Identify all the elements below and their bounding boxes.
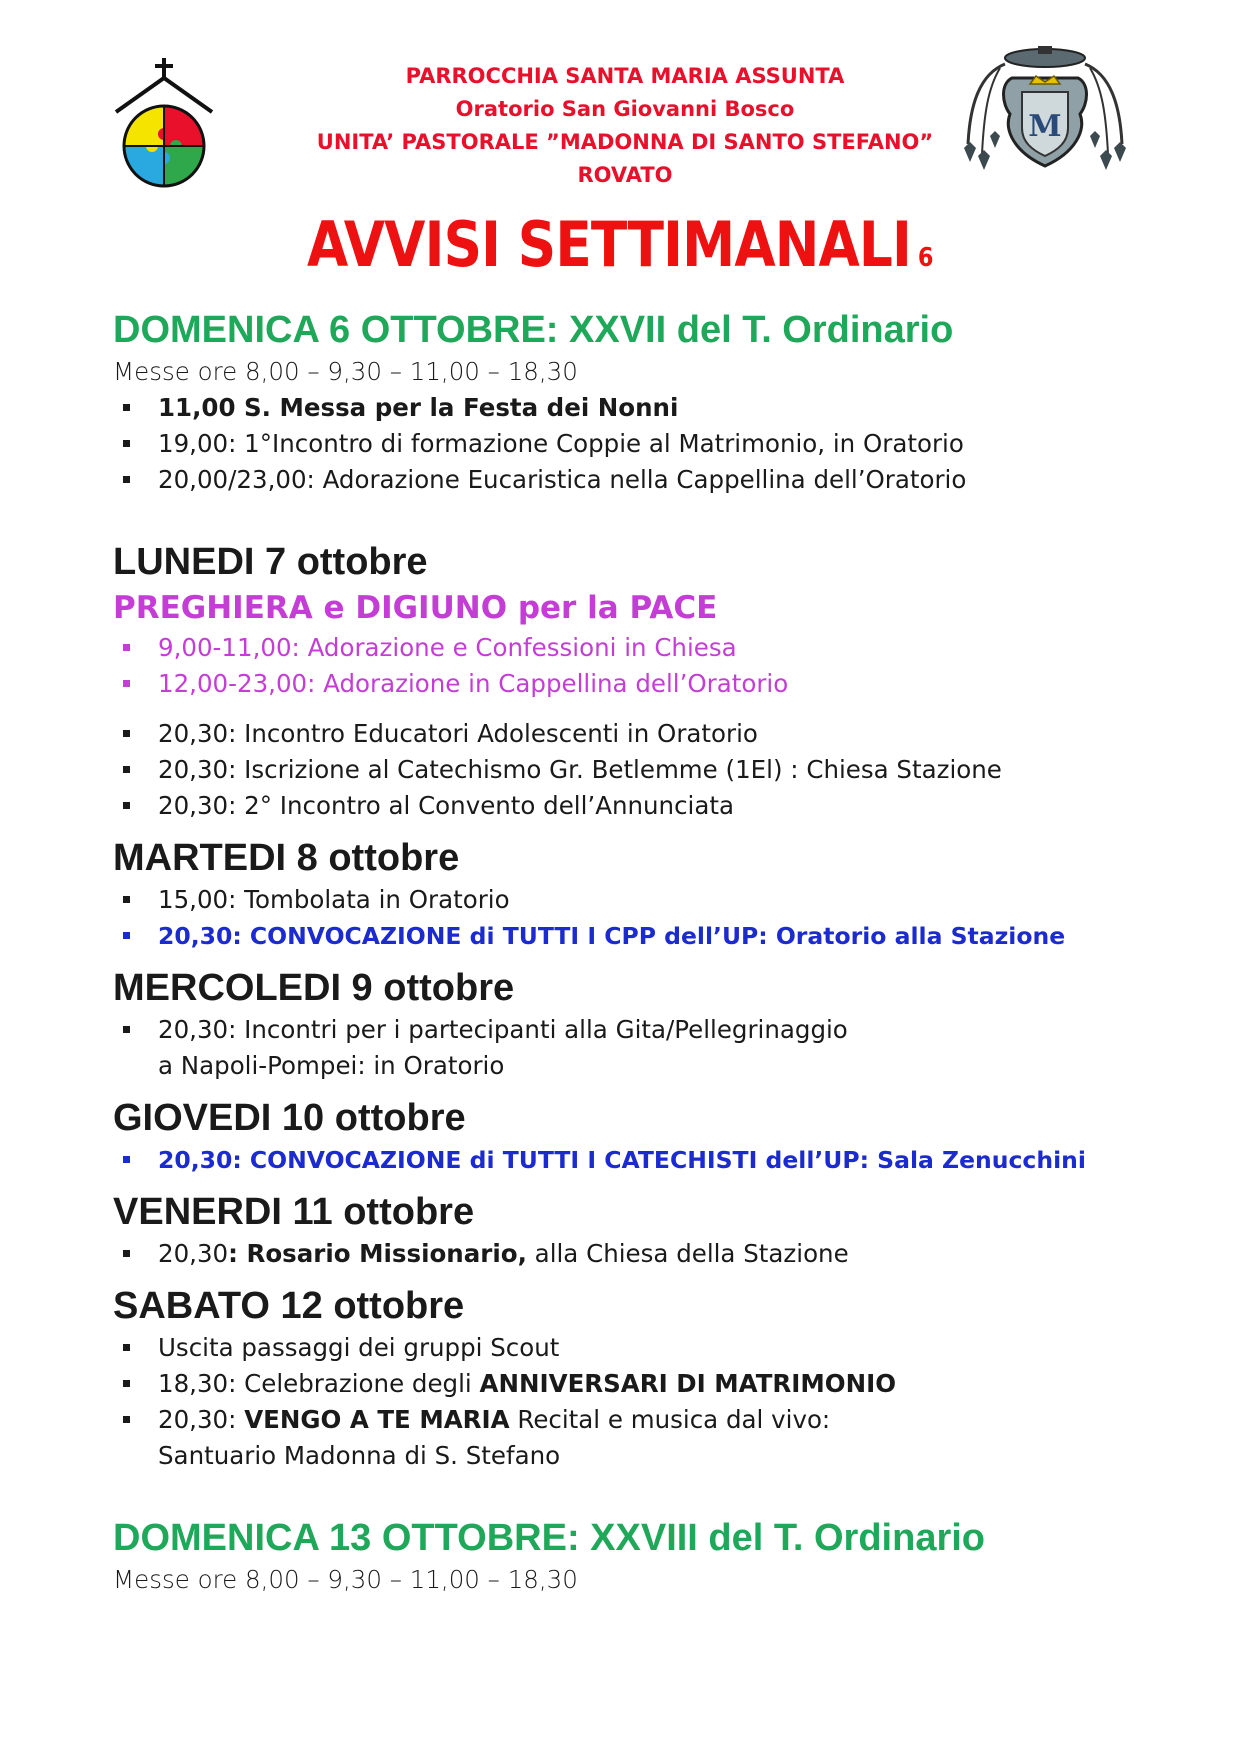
list-item: 12,00-23,00: Adorazione in Cappellina dell’Oratorio bbox=[113, 666, 1173, 702]
item-bold: VENGO A TE MARIA bbox=[244, 1405, 510, 1434]
notices-content bbox=[113, 306, 1173, 1598]
parish-name: PARROCCHIA SANTA MARIA ASSUNTA bbox=[405, 64, 845, 88]
oratorio-logo-icon bbox=[112, 56, 228, 192]
monday-7-list bbox=[113, 716, 1173, 824]
parish-header bbox=[220, 60, 1030, 192]
sunday-6-list bbox=[113, 390, 1173, 498]
svg-text:M: M bbox=[1028, 109, 1062, 144]
item-time: 20,30 bbox=[158, 1239, 229, 1268]
town-name: ROVATO bbox=[577, 163, 673, 187]
list-item-line: a Napoli-Pompei: in Oratorio bbox=[158, 1051, 505, 1080]
list-item bbox=[113, 1012, 1173, 1084]
day-heading-friday-11: VENERDI 11 ottobre bbox=[113, 1191, 475, 1233]
item-pre: 18,30: Celebrazione degli bbox=[158, 1369, 480, 1398]
day-heading-sunday-6: DOMENICA 6 OTTOBRE: XXVII del T. Ordinario bbox=[113, 309, 954, 351]
item-pre: 20,30: bbox=[158, 1405, 245, 1434]
prayer-list bbox=[113, 630, 1173, 702]
item-rest: Recital e musica dal vivo: bbox=[509, 1405, 831, 1434]
list-item: 20,30: 2° Incontro al Convento dell’Annunciata bbox=[113, 788, 1173, 824]
list-item: 9,00-11,00: Adorazione e Confessioni in Chiesa bbox=[113, 630, 1173, 666]
mass-times-sunday-6: Messe ore 8,00 – 9,30 – 11,00 – 18,30 bbox=[113, 357, 578, 386]
saturday-12-list bbox=[113, 1330, 1173, 1474]
list-item-line: Santuario Madonna di S. Stefano bbox=[158, 1441, 561, 1470]
thursday-10-list bbox=[113, 1142, 1173, 1178]
page-title bbox=[0, 208, 1241, 281]
list-item: 20,30: Incontro Educatori Adolescenti in Oratorio bbox=[113, 716, 1173, 752]
list-item bbox=[113, 1236, 1173, 1272]
oratorio-name: Oratorio San Giovanni Bosco bbox=[455, 97, 795, 121]
day-heading-sunday-13: DOMENICA 13 OTTOBRE: XXVIII del T. Ordinario bbox=[113, 1517, 986, 1559]
friday-11-list bbox=[113, 1236, 1173, 1272]
issue-number: 6 bbox=[918, 243, 934, 273]
list-item: 20,30: CONVOCAZIONE di TUTTI I CATECHISTI dell’UP: Sala Zenucchini bbox=[113, 1142, 1173, 1178]
day-heading-saturday-12: SABATO 12 ottobre bbox=[113, 1285, 465, 1327]
list-item-line: 20,30: Incontri per i partecipanti alla Gita/Pellegrinaggio bbox=[158, 1015, 848, 1044]
day-heading-thursday-10: GIOVEDI 10 ottobre bbox=[113, 1097, 466, 1139]
pastoral-unit-name: UNITA’ PASTORALE ”MADONNA DI SANTO STEFANO” bbox=[316, 130, 934, 154]
list-item: 11,00 S. Messa per la Festa dei Nonni bbox=[113, 390, 1173, 426]
list-item: 15,00: Tombolata in Oratorio bbox=[113, 882, 1173, 918]
list-item bbox=[113, 1366, 1173, 1402]
list-item: 19,00: 1°Incontro di formazione Coppie al Matrimonio, in Oratorio bbox=[113, 426, 1173, 462]
day-heading-wednesday-9: MERCOLEDI 9 ottobre bbox=[113, 967, 515, 1009]
list-item: Uscita passaggi dei gruppi Scout bbox=[113, 1330, 1173, 1366]
item-bold: ANNIVERSARI DI MATRIMONIO bbox=[479, 1369, 897, 1398]
day-heading-monday-7: LUNEDI 7 ottobre bbox=[113, 541, 428, 583]
list-item: 20,30: CONVOCAZIONE di TUTTI I CPP dell’UP: Oratorio alla Stazione bbox=[113, 918, 1173, 954]
tuesday-8-list bbox=[113, 882, 1173, 954]
item-rest: alla Chiesa della Stazione bbox=[526, 1239, 849, 1268]
title-text: AVVISI SETTIMANALI bbox=[307, 208, 912, 281]
mass-times-sunday-13: Messe ore 8,00 – 9,30 – 11,00 – 18,30 bbox=[113, 1565, 578, 1594]
wednesday-9-list bbox=[113, 1012, 1173, 1084]
list-item: 20,30: Iscrizione al Catechismo Gr. Betlemme (1El) : Chiesa Stazione bbox=[113, 752, 1173, 788]
prayer-fasting-heading: PREGHIERA e DIGIUNO per la PACE bbox=[113, 590, 718, 626]
list-item: 20,00/23,00: Adorazione Eucaristica nella Cappellina dell’Oratorio bbox=[113, 462, 1173, 498]
day-heading-tuesday-8: MARTEDI 8 ottobre bbox=[113, 837, 460, 879]
list-item bbox=[113, 1402, 1173, 1474]
item-bold: : Rosario Missionario, bbox=[228, 1239, 527, 1268]
